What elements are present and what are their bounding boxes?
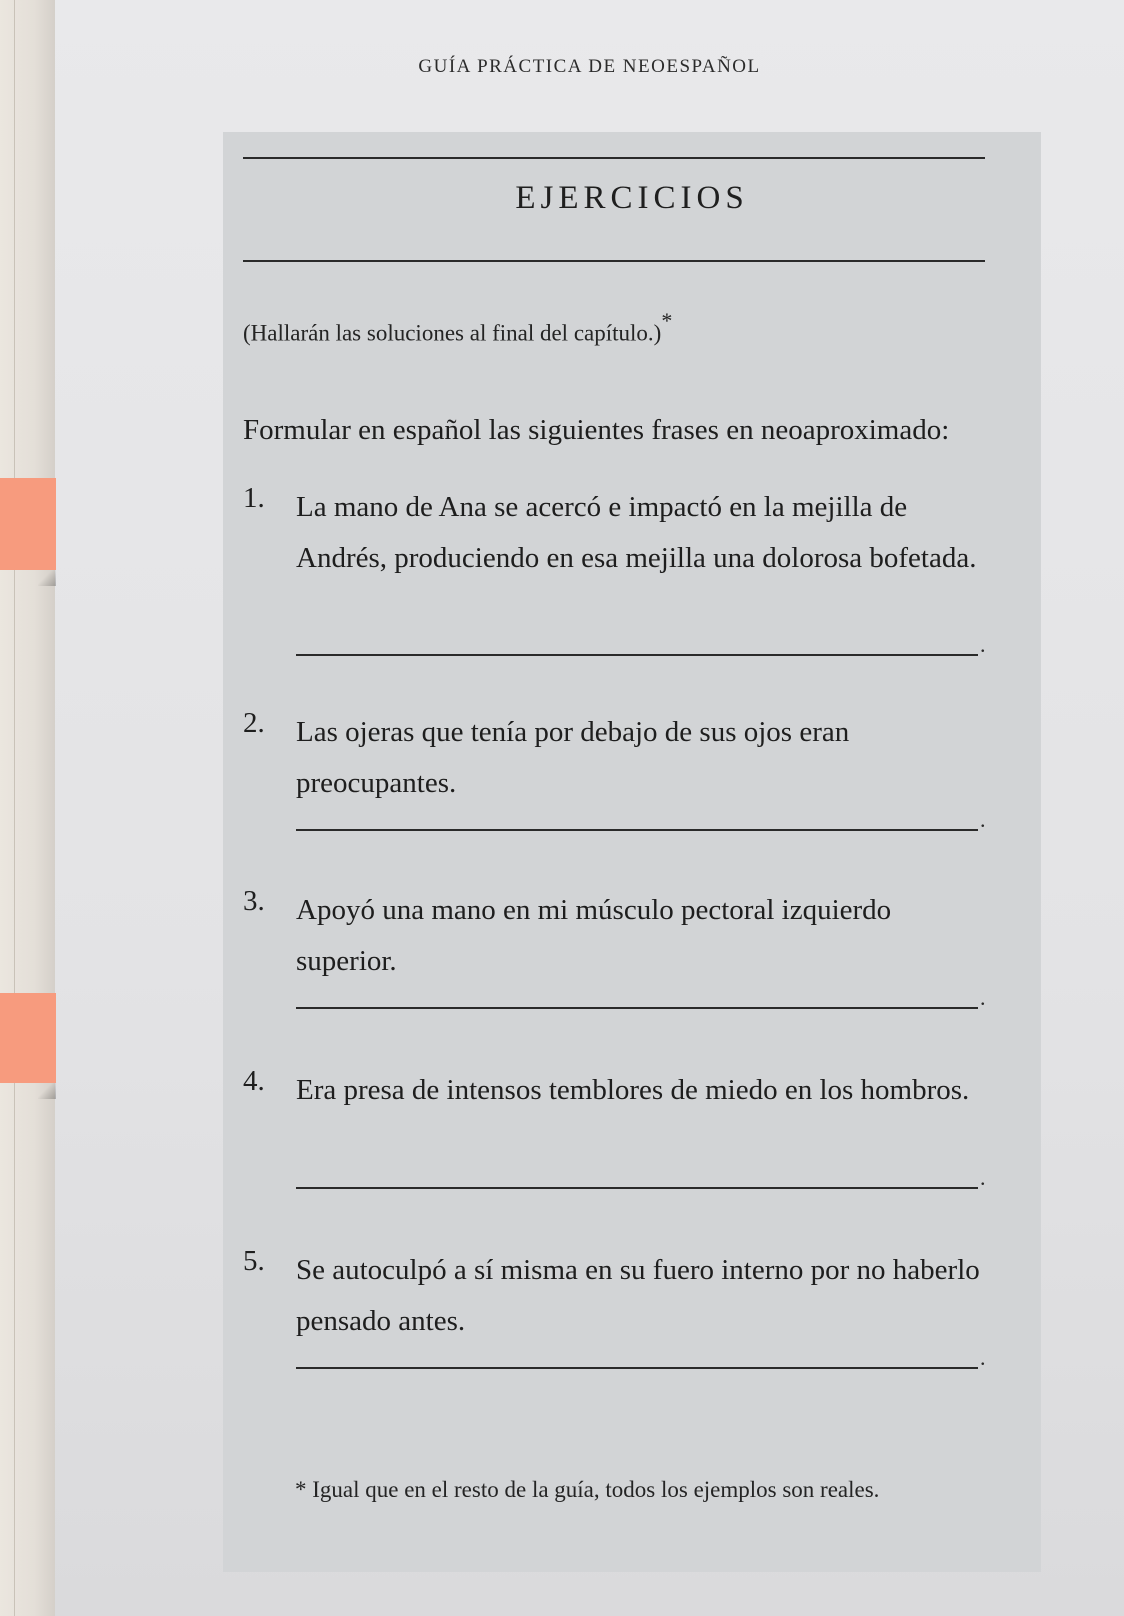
answer-line[interactable]: [296, 654, 978, 656]
title-rule-top: [243, 157, 985, 159]
answer-period: .: [980, 807, 986, 832]
answer-line[interactable]: [296, 1007, 978, 1009]
answer-period: .: [980, 1345, 986, 1370]
exercise-number: 5.: [243, 1245, 265, 1277]
solutions-note-text: (Hallarán las soluciones al final del capítulo.): [243, 320, 662, 346]
answer-period: .: [980, 1165, 986, 1190]
exercise-text: Era presa de intensos temblores de miedo en los hombros.: [296, 1074, 970, 1106]
box-title: EJERCICIOS: [515, 180, 749, 216]
solutions-note: [243, 308, 673, 347]
book-page: [55, 0, 1124, 1616]
footnote: * Igual que en el resto de la guía, todos los ejemplos son reales.: [295, 1477, 880, 1502]
answer-period: .: [980, 985, 986, 1010]
exercise-number: 3.: [243, 885, 265, 917]
answer-line[interactable]: [296, 1367, 978, 1369]
exercise-text: Las ojeras que tenía por debajo de sus ojos eran preocupantes.: [296, 716, 850, 799]
left-page-edge: [0, 0, 62, 1616]
answer-line[interactable]: [296, 829, 978, 831]
exercise-text: Apoyó una mano en mi músculo pectoral izquierdo superior.: [296, 894, 892, 977]
sticky-tab-shadow: [38, 1083, 56, 1099]
exercise-text: Se autoculpó a sí misma en su fuero interno por no haberlo pensado antes.: [296, 1254, 980, 1337]
exercise-number: 1.: [243, 482, 265, 514]
running-head: GUÍA PRÁCTICA DE NEOESPAÑOL: [418, 56, 761, 77]
page-edge-line: [14, 0, 15, 1616]
title-rule-bottom: [243, 260, 985, 262]
exercise-number: 2.: [243, 707, 265, 739]
answer-period: .: [980, 632, 986, 657]
answer-line[interactable]: [296, 1187, 978, 1189]
sticky-tab: [0, 993, 56, 1083]
exercise-box: [223, 132, 1041, 1572]
footnote-marker: *: [661, 308, 673, 333]
exercise-text: La mano de Ana se acercó e impactó en la mejilla de Andrés, produciendo en esa mejilla una dolorosa bofetada.: [296, 491, 977, 574]
exercise-number: 4.: [243, 1065, 265, 1097]
sticky-tab: [0, 478, 56, 570]
instruction-text: Formular en español las siguientes frases en neoaproximado:: [243, 414, 950, 446]
sticky-tab-shadow: [38, 570, 56, 586]
